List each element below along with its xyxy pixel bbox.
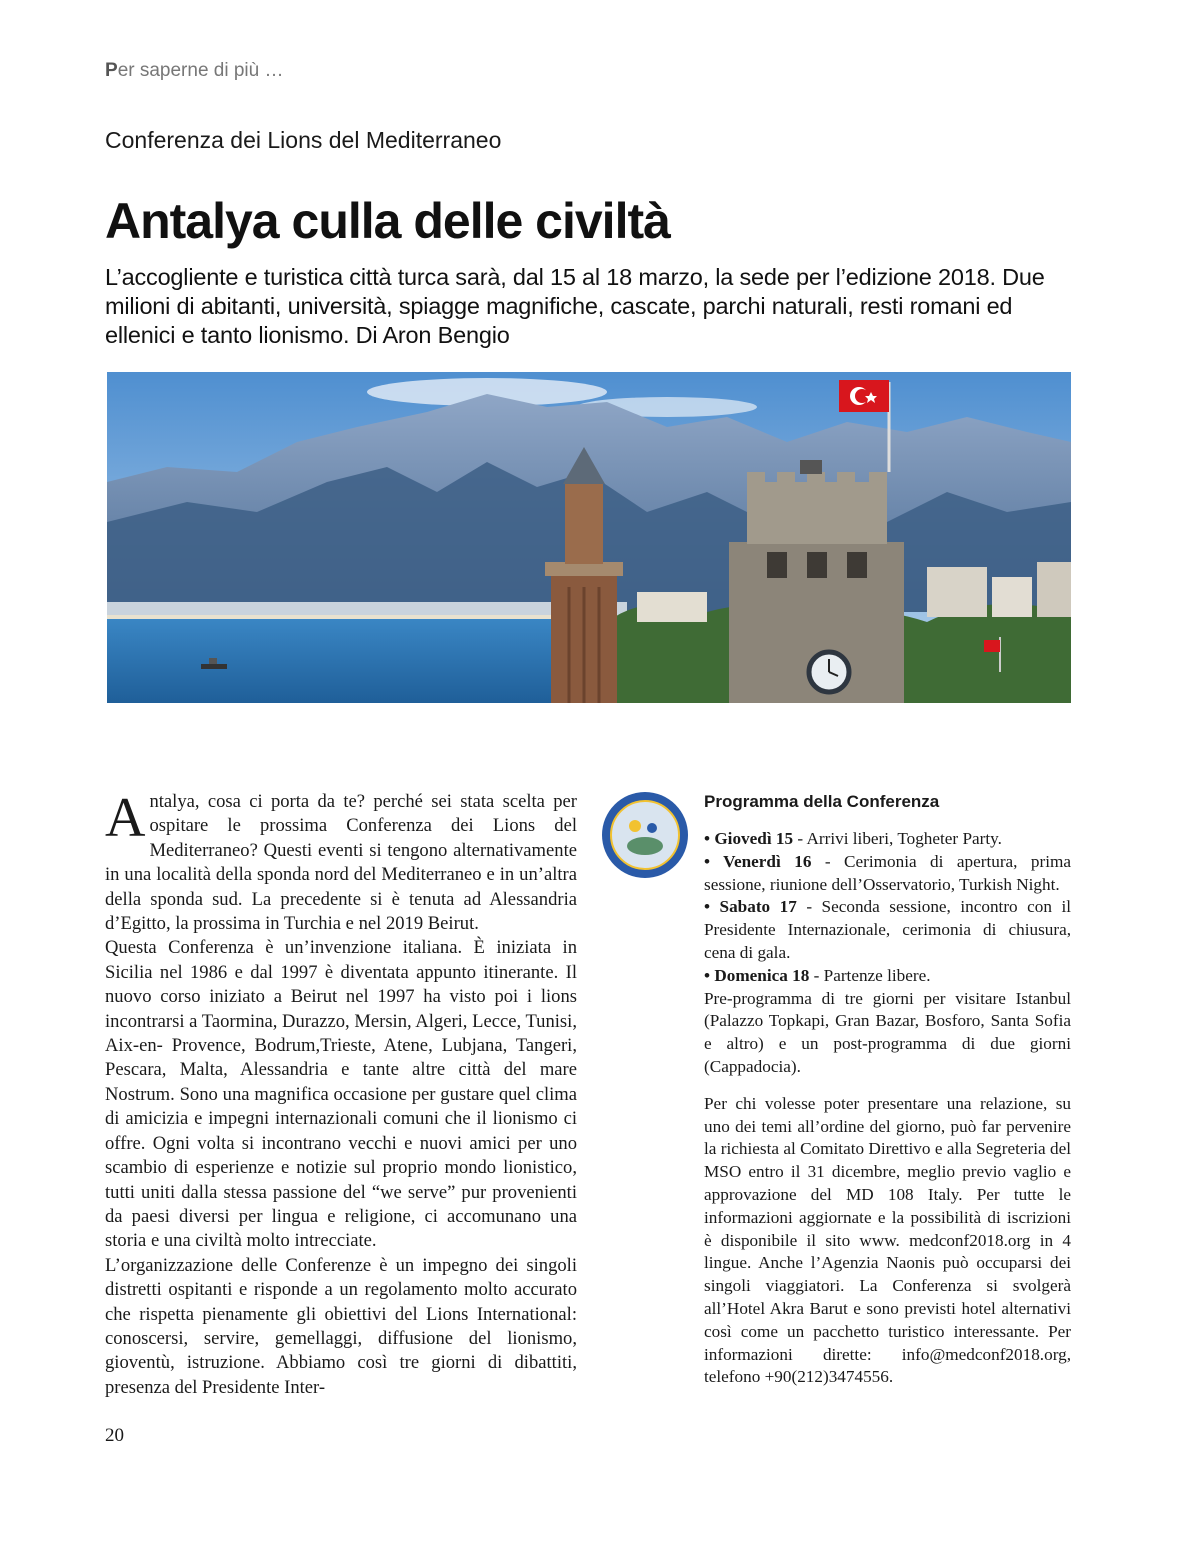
program-day-text: - Seconda sessione, incontro con il Presidente Internazionale, cerimonia di chiusura, cena di gala. <box>704 897 1071 962</box>
program-day-label: • Giovedì 15 <box>704 829 794 848</box>
program-day <box>704 965 1071 988</box>
program-day-text: - Arrivi liberi, Togheter Party. <box>793 829 1002 848</box>
body-paragraph: L’organizzazione delle Conferenze è un impegno dei singoli distretti ospitanti e risponde a un regolamento molto accurato che rispetta pienamente gli obiettivi del Lions International: conoscersi, servire, gemellaggi, diffusione del lionismo, gioventù, istruzione. Abbiamo così tre giorni di dibattiti, presenza del Presidente Inter- <box>105 1254 577 1398</box>
program-day-label: • Domenica 18 <box>704 965 810 985</box>
pre-program: Pre-programma di tre giorni per visitare Istanbul (Palazzo Topkapi, Gran Bazar, Bosforo, Santa Sofia e altro) e un post-programma di due giorni (Cappadocia). <box>704 988 1071 1076</box>
article-subtitle: L’accogliente e turistica città turca sarà, dal 15 al 18 marzo, la sede per l’edizione 2018. Due milioni di abitanti, università, spiagge magnifiche, cascate, parchi naturali, resti romani ed ellenici e tanto lionismo. Di Aron Bengio <box>105 264 1045 348</box>
program-day <box>704 896 1071 964</box>
program-day-label: • Venerdì 16 <box>704 851 812 871</box>
conference-logo <box>600 790 690 880</box>
kicker-initial: P <box>105 60 118 81</box>
program-box <box>704 790 1071 1389</box>
program-day-text: - Cerimonia di apertura, prima sessione, riunione dell’Osservatorio, Turkish Night. <box>704 851 1072 894</box>
body-paragraph: Questa Conferenza è un’invenzione italiana. È iniziata in Sicilia nel 1986 e dal 1997 è diventata appunto itinerante. Il nuovo corso iniziato a Beirut nel 1997 ha visto poi i lions incontrarsi a Taormina, Durazzo, Mersin, Algeri, Lecce, Tunisi, Aix-en- Provence, Bodrum,Trieste, Atene, Lubjana, Tangeri, Pescara, Malta, Alessandria e tante altre città del mare Nostrum. Sono una magnifica occasione per gustare quel clima di amicizia e impegni internazionali comuni che il lionismo ci offre. Ogni volta si incontrano vecchi e nuovi amici per uno scambio di esperienze e notizie sul proprio mondo lionistico, tutti uniti dalla stessa passione del “we serve” pur provenienti da paesi diversi per lingua e religione, ci accomunano una storia e una civiltà molto intrecciate. <box>105 937 577 1252</box>
body-paragraph <box>105 787 577 936</box>
kicker <box>105 60 284 82</box>
body-paragraph-text: ntalya, cosa ci porta da te? perché sei stata scelta per ospitare le prossima Conferenza dei Lions del Mediterraneo? Questi eventi si tengono alternativamente in una località della sponda nord del Mediterraneo e in un’altra della sponda sud. La precedente si è tenuta ad Alessandria d’Egitto, la prossima in Turchia e nel 2019 Beirut. <box>105 791 577 935</box>
section-title: Conferenza dei Lions del Mediterraneo <box>105 127 502 153</box>
article-title: Antalya culla delle civiltà <box>105 193 670 249</box>
lions-conference-badge-icon <box>600 790 690 880</box>
program-day <box>704 851 1071 897</box>
drop-cap: A <box>105 787 146 849</box>
program-day <box>704 828 1071 851</box>
program-day-text: - Partenze libere. <box>809 965 931 985</box>
antalya-photo <box>107 372 1071 703</box>
program-info: Per chi volesse poter presentare una relazione, su uno dei temi all’ordine del giorno, può far pervenire la richiesta al Comitato Direttivo e alla Segreteria del MSO entro il 31 dicembre, meglio previo vaglio e approvazione del MD 108 Italy. Per tutte le informazioni aggiornate e la possibilità di iscrizioni è disponibile il sito www. medconf2018.org in 4 lingue. Anche l’Agenzia Naonis può occuparsi dei singoli viaggiatori. La Conferenza si svolgerà all’Hotel Akra Barut e sono previsti hotel alternativi così come un pacchetto turistico interessante. Per informazioni dirette: info@medconf2018.org, telefono +90(212)3474556. <box>704 1093 1071 1387</box>
kicker-text: er saperne di più … <box>117 60 284 81</box>
program-heading: Programma della Conferenza <box>704 792 940 811</box>
article-body <box>105 787 577 1400</box>
program-day-label: • Sabato 17 <box>704 897 797 917</box>
antalya-landscape-illustration <box>107 372 1071 703</box>
page-number: 20 <box>105 1425 124 1446</box>
